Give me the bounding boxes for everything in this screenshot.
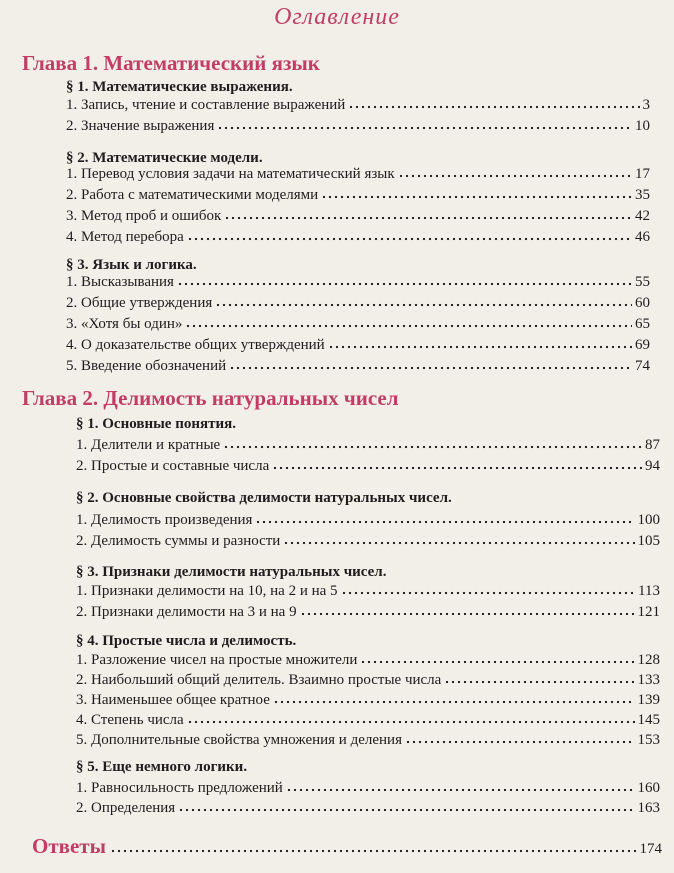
toc-entry-page: 94 [645,458,660,474]
toc-entry-page: 163 [637,800,660,816]
toc-entry-page: 153 [637,732,660,748]
toc-entry-page: 139 [637,692,660,708]
toc-entry-page: 113 [638,583,660,599]
toc-entry[interactable] [66,97,650,117]
toc-entry-label: 1. Запись, чтение и составление выражений [66,97,346,113]
leader-dots [283,541,634,545]
toc-entry-page: 35 [635,187,650,203]
toc-entry-label: 1. Делители и кратные [76,437,221,453]
toc-entry[interactable] [66,118,650,138]
chapter-2-title: Глава 2. Делимость натуральных чисел [22,386,399,410]
ch2-section-3-title: § 3. Признаки делимости натуральных чисел. [76,564,387,580]
toc-entry[interactable] [76,533,660,553]
leader-dots [328,345,632,349]
leader-dots [273,700,635,704]
toc-entry-label: 2. Делимость суммы и разности [76,533,281,549]
toc-entry[interactable] [66,187,650,207]
ch2-section-1-title: § 1. Основные понятия. [76,416,236,432]
toc-entry-label: 2. Простые и составные числа [76,458,270,474]
toc-entry-label: 5. Введение обозначений [66,358,227,374]
toc-entry-label: 3. Наименьшее общее кратное [76,692,270,708]
leader-dots [177,282,632,286]
ch1-section-1-title: § 1. Математические выражения. [66,79,293,95]
leader-dots [217,126,632,130]
toc-entry-label: 2. Определения [76,800,176,816]
toc-entry[interactable] [76,652,660,672]
toc-entry-label: 1. Высказывания [66,274,174,290]
toc-entry[interactable] [66,208,650,228]
leader-dots [300,612,635,616]
toc-entry-label: 1. Перевод условия задачи на математический язык [66,166,395,182]
chapter-1-title: Глава 1. Математический язык [22,51,320,75]
toc-entry-page: 10 [635,118,650,134]
leader-dots [187,237,632,241]
leader-dots [341,591,636,595]
toc-entry[interactable] [66,295,650,315]
toc-entry[interactable] [66,229,650,249]
toc-entry-page: 46 [635,229,650,245]
toc-entry-label: 2. Значение выражения [66,118,215,134]
toc-entry-label: 1. Разложение чисел на простые множители [76,652,358,668]
toc-entry[interactable] [76,604,660,624]
toc-entry-label: 5. Дополнительные свойства умножения и деления [76,732,402,748]
toc-entry[interactable] [76,712,660,732]
toc-entry-page: 69 [635,337,650,353]
toc-entry-label: 1. Делимость произведения [76,512,253,528]
leader-dots [178,808,634,812]
toc-entry[interactable] [76,672,660,692]
toc-entry-page: 60 [635,295,650,311]
toc-entry-page: 100 [637,512,660,528]
toc-entry[interactable] [76,458,660,478]
page-title: Оглавление [274,4,400,30]
toc-entry-label: 1. Признаки делимости на 10, на 2 и на 5 [76,583,338,599]
toc-entry[interactable] [76,692,660,712]
leader-dots [321,195,632,199]
toc-entry-label: 2. Наибольший общий делитель. Взаимно простые числа [76,672,442,688]
leader-dots [286,788,635,792]
leader-dots [223,445,642,449]
ch2-section-4-title: § 4. Простые числа и делимость. [76,633,297,649]
toc-entry-label: 2. Признаки делимости на 3 и на 9 [76,604,297,620]
toc-entry-page: 160 [637,780,660,796]
toc-entry[interactable] [66,274,650,294]
leader-dots [187,720,635,724]
toc-entry[interactable] [76,512,660,532]
toc-entry-page: 121 [637,604,660,620]
toc-entry-label: 2. Работа с математическими моделями [66,187,319,203]
toc-entry-label: 3. Метод проб и ошибок [66,208,222,224]
leader-dots [405,740,635,744]
toc-entry[interactable] [66,166,650,186]
toc-entry[interactable] [76,437,660,457]
ch1-section-2-title: § 2. Математические модели. [66,150,263,166]
toc-entry-page: 74 [635,358,650,374]
leader-dots [444,680,634,684]
answers-label: Ответы [32,834,107,858]
toc-entry-page: 145 [637,712,660,728]
toc-entry-page: 3 [642,97,650,113]
leader-dots [398,174,632,178]
toc-entry-page: 17 [635,166,650,182]
leader-dots [215,303,632,307]
answers-page: 174 [639,841,662,857]
leader-dots [229,366,632,370]
toc-entry-page: 42 [635,208,650,224]
leader-dots [185,324,632,328]
toc-entry-page: 55 [635,274,650,290]
leader-dots [224,216,632,220]
toc-entry-page: 105 [637,533,660,549]
toc-entry-answers[interactable] [32,834,662,859]
toc-entry-label: 2. Общие утверждения [66,295,213,311]
toc-entry[interactable] [76,583,660,603]
toc-entry[interactable] [76,780,660,800]
toc-entry-label: 1. Равносильность предложений [76,780,283,796]
toc-entry-label: 4. Метод перебора [66,229,184,245]
toc-entry-page: 65 [635,316,650,332]
ch2-section-5-title: § 5. Еще немного логики. [76,759,248,775]
leader-dots [255,520,634,524]
toc-entry-page: 133 [637,672,660,688]
toc-entry-label: 4. О доказательстве общих утверждений [66,337,325,353]
leader-dots [272,466,642,470]
toc-entry[interactable] [76,800,660,820]
ch1-section-3-title: § 3. Язык и логика. [66,257,197,273]
leader-dots [348,105,639,109]
leader-dots [360,660,634,664]
toc-entry[interactable] [66,358,650,378]
toc-entry[interactable] [66,316,650,336]
toc-entry[interactable] [76,732,660,752]
ch2-section-2-title: § 2. Основные свойства делимости натуральных чисел. [76,490,452,506]
toc-entry-page: 128 [637,652,660,668]
toc-entry-page: 87 [645,437,660,453]
toc-entry-label: 3. «Хотя бы один» [66,316,183,332]
toc-entry-label: 4. Степень числа [76,712,184,728]
toc-entry[interactable] [66,337,650,357]
leader-dots [110,849,635,853]
